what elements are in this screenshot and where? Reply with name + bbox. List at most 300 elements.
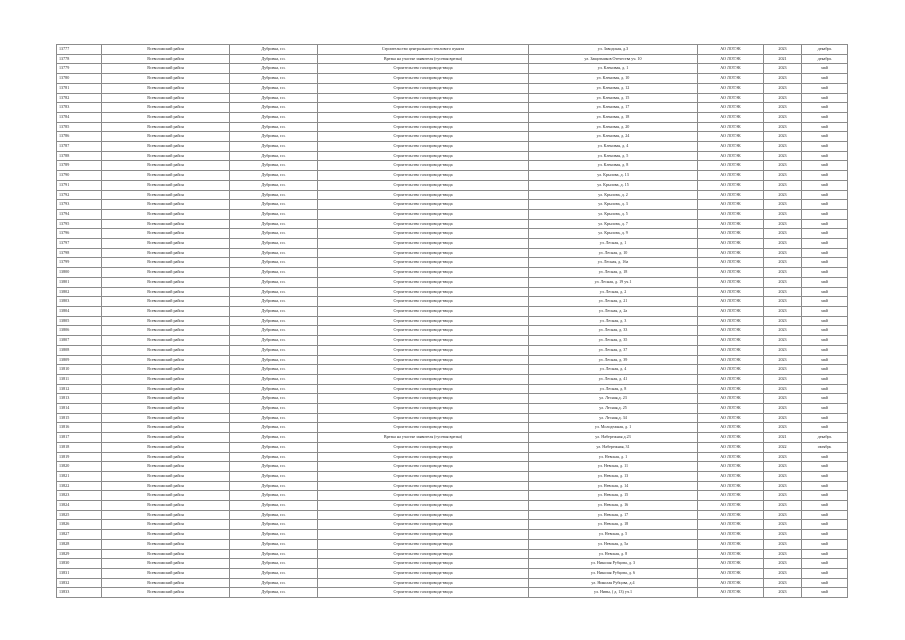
table-row	[57, 277, 848, 287]
cell-address: ул. Николая Рубцова, д. 3	[529, 559, 698, 569]
cell-work-type: Строительство газопровода-ввода	[318, 122, 529, 132]
table-row	[57, 180, 848, 190]
table-row	[57, 559, 848, 569]
cell-district: Всеволожский район	[102, 588, 230, 598]
cell-work-type: Строительство газопровода-ввода	[318, 200, 529, 210]
cell-id: 13792	[57, 190, 102, 200]
cell-id: 13784	[57, 112, 102, 122]
cell-address: ул. Лесная, д. 1	[529, 239, 698, 249]
cell-address: ул. Лесная,д. 25	[529, 404, 698, 414]
table-row	[57, 510, 848, 520]
cell-address: ул. Лесная, д. 33	[529, 326, 698, 336]
cell-address: ул. Лесная, д. 3	[529, 316, 698, 326]
cell-work-type: Строительство газопровода-ввода	[318, 190, 529, 200]
cell-month: май	[802, 132, 848, 142]
cell-organization: АО ЛОТЭК	[698, 132, 764, 142]
table-row	[57, 122, 848, 132]
cell-month: май	[802, 142, 848, 152]
cell-year: 2023	[764, 132, 802, 142]
cell-address: ул. Кленовая, д. 5	[529, 151, 698, 161]
schedule-table	[56, 44, 848, 598]
cell-work-type: Строительство газопровода-ввода	[318, 161, 529, 171]
cell-id: 13793	[57, 200, 102, 210]
cell-locality: Дубровка, г.п.	[230, 365, 318, 375]
cell-address: ул. Николая Рубцова, д. 6	[529, 568, 698, 578]
table-row	[57, 384, 848, 394]
cell-organization: АО ЛОТЭК	[698, 365, 764, 375]
cell-locality: Дубровка, г.п.	[230, 248, 318, 258]
cell-address: ул. Набережная, 31	[529, 442, 698, 452]
cell-locality: Дубровка, г.п.	[230, 132, 318, 142]
cell-work-type: Строительство газопровода-ввода	[318, 530, 529, 540]
cell-month: май	[802, 549, 848, 559]
cell-district: Всеволожский район	[102, 112, 230, 122]
cell-organization: АО ЛОТЭК	[698, 142, 764, 152]
cell-id: 13828	[57, 539, 102, 549]
cell-year: 2023	[764, 423, 802, 433]
cell-month: май	[802, 520, 848, 530]
cell-work-type: Строительство газопровода-ввода	[318, 442, 529, 452]
cell-year: 2023	[764, 306, 802, 316]
cell-district: Всеволожский район	[102, 248, 230, 258]
table-row	[57, 190, 848, 200]
table-row	[57, 394, 848, 404]
cell-address: ул. Невская, д. 5а	[529, 539, 698, 549]
cell-organization: АО ЛОТЭК	[698, 258, 764, 268]
cell-organization: АО ЛОТЭК	[698, 549, 764, 559]
cell-year: 2023	[764, 471, 802, 481]
cell-locality: Дубровка, г.п.	[230, 326, 318, 336]
cell-month: май	[802, 268, 848, 278]
cell-organization: АО ЛОТЭК	[698, 481, 764, 491]
cell-work-type: Строительство газопровода-ввода	[318, 539, 529, 549]
cell-address: ул. Молодежная, д. 1	[529, 423, 698, 433]
cell-district: Всеволожский район	[102, 229, 230, 239]
cell-address: ул. Кленовая, д. 17	[529, 103, 698, 113]
table-row	[57, 297, 848, 307]
cell-id: 13813	[57, 394, 102, 404]
cell-district: Всеволожский район	[102, 200, 230, 210]
cell-id: 13782	[57, 93, 102, 103]
cell-organization: АО ЛОТЭК	[698, 433, 764, 443]
cell-work-type: Строительство газопровода-ввода	[318, 180, 529, 190]
cell-address: ул. Лесная, д. 16а	[529, 258, 698, 268]
cell-locality: Дубровка, г.п.	[230, 588, 318, 598]
cell-year: 2023	[764, 209, 802, 219]
cell-address: ул. Защитников Отечества уч. 10	[529, 54, 698, 64]
cell-month: май	[802, 588, 848, 598]
cell-id: 13778	[57, 54, 102, 64]
table-row	[57, 45, 848, 55]
cell-id: 13832	[57, 578, 102, 588]
cell-month: май	[802, 103, 848, 113]
cell-id: 13802	[57, 287, 102, 297]
table-row	[57, 539, 848, 549]
cell-year: 2023	[764, 501, 802, 511]
cell-month: октябрь	[802, 442, 848, 452]
cell-year: 2023	[764, 510, 802, 520]
cell-year: 2023	[764, 345, 802, 355]
cell-organization: АО ЛОТЭК	[698, 336, 764, 346]
cell-organization: АО ЛОТЭК	[698, 171, 764, 181]
cell-month: май	[802, 161, 848, 171]
cell-year: 2023	[764, 239, 802, 249]
cell-address: ул. Невская, д. 13	[529, 471, 698, 481]
cell-year: 2023	[764, 258, 802, 268]
cell-locality: Дубровка, г.п.	[230, 306, 318, 316]
cell-year: 2023	[764, 219, 802, 229]
cell-work-type: Строительство газопровода-ввода	[318, 93, 529, 103]
cell-id: 13824	[57, 501, 102, 511]
cell-address: ул. Лесная,д. 34	[529, 413, 698, 423]
cell-locality: Дубровка, г.п.	[230, 452, 318, 462]
cell-locality: Дубровка, г.п.	[230, 142, 318, 152]
cell-id: 13814	[57, 404, 102, 414]
cell-district: Всеволожский район	[102, 549, 230, 559]
cell-id: 13821	[57, 471, 102, 481]
cell-month: май	[802, 306, 848, 316]
cell-month: май	[802, 394, 848, 404]
table-row	[57, 568, 848, 578]
cell-district: Всеволожский район	[102, 539, 230, 549]
table-body	[57, 45, 848, 598]
cell-organization: АО ЛОТЭК	[698, 83, 764, 93]
cell-year: 2023	[764, 355, 802, 365]
cell-locality: Дубровка, г.п.	[230, 229, 318, 239]
cell-address: ул. Николая Рубцова, д.4	[529, 578, 698, 588]
cell-address: ул. Кленовая, д. 15	[529, 93, 698, 103]
cell-locality: Дубровка, г.п.	[230, 578, 318, 588]
cell-address: ул. Невская, д. 15	[529, 491, 698, 501]
cell-locality: Дубровка, г.п.	[230, 45, 318, 55]
table-row	[57, 442, 848, 452]
cell-work-type: Строительство газопровода-ввода	[318, 520, 529, 530]
cell-id: 13791	[57, 180, 102, 190]
cell-id: 13823	[57, 491, 102, 501]
cell-district: Всеволожский район	[102, 171, 230, 181]
cell-year: 2023	[764, 588, 802, 598]
cell-locality: Дубровка, г.п.	[230, 520, 318, 530]
cell-locality: Дубровка, г.п.	[230, 64, 318, 74]
cell-year: 2023	[764, 200, 802, 210]
cell-year: 2023	[764, 74, 802, 84]
cell-organization: АО ЛОТЭК	[698, 180, 764, 190]
cell-month: май	[802, 171, 848, 181]
cell-id: 13831	[57, 568, 102, 578]
cell-address: ул. Лесная, д. 10	[529, 248, 698, 258]
cell-year: 2023	[764, 112, 802, 122]
cell-organization: АО ЛОТЭК	[698, 394, 764, 404]
cell-address: ул. Лесная, д. 39	[529, 355, 698, 365]
cell-organization: АО ЛОТЭК	[698, 306, 764, 316]
cell-organization: АО ЛОТЭК	[698, 45, 764, 55]
cell-month: май	[802, 74, 848, 84]
cell-organization: АО ЛОТЭК	[698, 103, 764, 113]
cell-district: Всеволожский район	[102, 326, 230, 336]
cell-month: май	[802, 578, 848, 588]
cell-locality: Дубровка, г.п.	[230, 442, 318, 452]
cell-work-type: Строительство газопровода-ввода	[318, 287, 529, 297]
cell-address: ул. Лесная, д. 2а	[529, 306, 698, 316]
cell-id: 13819	[57, 452, 102, 462]
cell-work-type: Строительство газопровода-ввода	[318, 239, 529, 249]
table-row	[57, 374, 848, 384]
table-row	[57, 64, 848, 74]
table-row	[57, 588, 848, 598]
cell-work-type: Строительство газопровода-ввода	[318, 297, 529, 307]
cell-work-type: Строительство газопровода-ввода	[318, 588, 529, 598]
cell-month: май	[802, 365, 848, 375]
cell-address: ул. Лесная, д. 35	[529, 336, 698, 346]
cell-id: 13830	[57, 559, 102, 569]
cell-organization: АО ЛОТЭК	[698, 384, 764, 394]
table-row	[57, 132, 848, 142]
cell-district: Всеволожский район	[102, 180, 230, 190]
cell-id: 13829	[57, 549, 102, 559]
cell-address: ул. Крылова, д. 7	[529, 219, 698, 229]
cell-organization: АО ЛОТЭК	[698, 229, 764, 239]
cell-month: май	[802, 423, 848, 433]
cell-district: Всеволожский район	[102, 578, 230, 588]
cell-month: май	[802, 530, 848, 540]
cell-year: 2023	[764, 316, 802, 326]
cell-year: 2021	[764, 54, 802, 64]
cell-organization: АО ЛОТЭК	[698, 268, 764, 278]
cell-address: ул. Крылова, д. 5	[529, 209, 698, 219]
cell-locality: Дубровка, г.п.	[230, 345, 318, 355]
cell-organization: АО ЛОТЭК	[698, 374, 764, 384]
cell-id: 13786	[57, 132, 102, 142]
cell-month: май	[802, 539, 848, 549]
cell-locality: Дубровка, г.п.	[230, 384, 318, 394]
cell-month: май	[802, 462, 848, 472]
cell-locality: Дубровка, г.п.	[230, 122, 318, 132]
cell-month: май	[802, 248, 848, 258]
cell-year: 2023	[764, 326, 802, 336]
cell-work-type: Строительство газопровода-ввода	[318, 568, 529, 578]
cell-organization: АО ЛОТЭК	[698, 520, 764, 530]
cell-year: 2023	[764, 93, 802, 103]
cell-district: Всеволожский район	[102, 93, 230, 103]
cell-year: 2023	[764, 365, 802, 375]
cell-district: Всеволожский район	[102, 83, 230, 93]
cell-organization: АО ЛОТЭК	[698, 200, 764, 210]
cell-address: ул. Лесная,д. 23	[529, 394, 698, 404]
cell-month: май	[802, 491, 848, 501]
table-row	[57, 103, 848, 113]
cell-year: 2023	[764, 462, 802, 472]
cell-id: 13779	[57, 64, 102, 74]
cell-month: май	[802, 345, 848, 355]
cell-month: май	[802, 316, 848, 326]
cell-district: Всеволожский район	[102, 510, 230, 520]
cell-district: Всеволожский район	[102, 423, 230, 433]
cell-id: 13807	[57, 336, 102, 346]
cell-month: декабрь	[802, 45, 848, 55]
cell-address: ул. Крылова, д. 9	[529, 229, 698, 239]
table-row	[57, 549, 848, 559]
cell-organization: АО ЛОТЭК	[698, 277, 764, 287]
cell-organization: АО ЛОТЭК	[698, 316, 764, 326]
cell-work-type: Строительство газопровода-ввода	[318, 394, 529, 404]
cell-locality: Дубровка, г.п.	[230, 559, 318, 569]
cell-work-type: Строительство газопровода-ввода	[318, 384, 529, 394]
cell-district: Всеволожский район	[102, 481, 230, 491]
cell-id: 13783	[57, 103, 102, 113]
cell-work-type: Строительство газопровода-ввода	[318, 151, 529, 161]
cell-year: 2023	[764, 578, 802, 588]
cell-district: Всеволожский район	[102, 462, 230, 472]
cell-month: май	[802, 384, 848, 394]
cell-address: ул. Лесная, д. 21	[529, 297, 698, 307]
cell-organization: АО ЛОТЭК	[698, 151, 764, 161]
cell-work-type: Строительство газопровода-ввода	[318, 277, 529, 287]
cell-address: ул. Невская, д. 16	[529, 501, 698, 511]
cell-id: 13797	[57, 239, 102, 249]
cell-district: Всеволожский район	[102, 530, 230, 540]
cell-locality: Дубровка, г.п.	[230, 433, 318, 443]
cell-month: май	[802, 404, 848, 414]
cell-work-type: Строительство газопровода-ввода	[318, 481, 529, 491]
cell-district: Всеволожский район	[102, 132, 230, 142]
cell-id: 13805	[57, 316, 102, 326]
cell-locality: Дубровка, г.п.	[230, 190, 318, 200]
cell-address: ул. Кленовая, д. 12	[529, 83, 698, 93]
cell-address: ул. Лесная, д. 19 уч.1	[529, 277, 698, 287]
cell-district: Всеволожский район	[102, 268, 230, 278]
cell-month: май	[802, 501, 848, 511]
cell-year: 2023	[764, 229, 802, 239]
cell-organization: АО ЛОТЭК	[698, 326, 764, 336]
cell-month: май	[802, 209, 848, 219]
cell-locality: Дубровка, г.п.	[230, 54, 318, 64]
cell-locality: Дубровка, г.п.	[230, 481, 318, 491]
cell-address: ул. Кленовая, д. 8	[529, 161, 698, 171]
cell-id: 13818	[57, 442, 102, 452]
cell-district: Всеволожский район	[102, 501, 230, 511]
cell-locality: Дубровка, г.п.	[230, 471, 318, 481]
cell-district: Всеволожский район	[102, 122, 230, 132]
cell-work-type: Строительство газопровода-ввода	[318, 404, 529, 414]
cell-id: 13785	[57, 122, 102, 132]
cell-work-type: Строительство газопровода-ввода	[318, 510, 529, 520]
document-page	[56, 44, 847, 598]
table-row	[57, 423, 848, 433]
cell-locality: Дубровка, г.п.	[230, 423, 318, 433]
cell-work-type: Строительство газопровода-ввода	[318, 365, 529, 375]
cell-locality: Дубровка, г.п.	[230, 316, 318, 326]
cell-organization: АО ЛОТЭК	[698, 530, 764, 540]
cell-year: 2023	[764, 287, 802, 297]
cell-id: 13815	[57, 413, 102, 423]
cell-district: Всеволожский район	[102, 54, 230, 64]
cell-id: 13822	[57, 481, 102, 491]
cell-district: Всеволожский район	[102, 277, 230, 287]
cell-district: Всеволожский район	[102, 287, 230, 297]
cell-address: ул. Нивы, ( д. 13) уч.1	[529, 588, 698, 598]
cell-id: 13816	[57, 423, 102, 433]
cell-month: май	[802, 374, 848, 384]
cell-work-type: Строительство газопровода-ввода	[318, 336, 529, 346]
cell-address: ул. Лесная, д. 2	[529, 287, 698, 297]
cell-year: 2023	[764, 539, 802, 549]
cell-locality: Дубровка, г.п.	[230, 510, 318, 520]
cell-locality: Дубровка, г.п.	[230, 277, 318, 287]
cell-locality: Дубровка, г.п.	[230, 413, 318, 423]
cell-address: ул. Невская, д. 5	[529, 530, 698, 540]
cell-locality: Дубровка, г.п.	[230, 200, 318, 210]
cell-work-type: Врезка на участке заявителя (гусевая врезка)	[318, 54, 529, 64]
cell-locality: Дубровка, г.п.	[230, 491, 318, 501]
table-row	[57, 452, 848, 462]
cell-organization: АО ЛОТЭК	[698, 588, 764, 598]
cell-address: ул. Набережная д.23	[529, 433, 698, 443]
cell-district: Всеволожский район	[102, 568, 230, 578]
cell-month: май	[802, 452, 848, 462]
cell-district: Всеволожский район	[102, 520, 230, 530]
cell-year: 2023	[764, 151, 802, 161]
cell-id: 13826	[57, 520, 102, 530]
cell-year: 2023	[764, 452, 802, 462]
cell-district: Всеволожский район	[102, 404, 230, 414]
cell-work-type: Строительство газопровода-ввода	[318, 248, 529, 258]
cell-work-type: Строительство газопровода-ввода	[318, 171, 529, 181]
cell-month: май	[802, 151, 848, 161]
cell-district: Всеволожский район	[102, 209, 230, 219]
cell-year: 2021	[764, 433, 802, 443]
cell-work-type: Строительство центрального теплового пункта	[318, 45, 529, 55]
cell-year: 2023	[764, 171, 802, 181]
cell-organization: АО ЛОТЭК	[698, 54, 764, 64]
table-row	[57, 365, 848, 375]
cell-id: 13787	[57, 142, 102, 152]
cell-id: 13781	[57, 83, 102, 93]
cell-locality: Дубровка, г.п.	[230, 93, 318, 103]
cell-year: 2023	[764, 336, 802, 346]
cell-locality: Дубровка, г.п.	[230, 404, 318, 414]
cell-address: ул. Лесная, д. 37	[529, 345, 698, 355]
cell-month: май	[802, 471, 848, 481]
cell-district: Всеволожский район	[102, 442, 230, 452]
cell-work-type: Строительство газопровода-ввода	[318, 258, 529, 268]
cell-organization: АО ЛОТЭК	[698, 423, 764, 433]
cell-work-type: Строительство газопровода-ввода	[318, 501, 529, 511]
cell-month: май	[802, 200, 848, 210]
cell-id: 13798	[57, 248, 102, 258]
cell-organization: АО ЛОТЭК	[698, 471, 764, 481]
cell-address: ул. Лесная, д. 4	[529, 365, 698, 375]
cell-id: 13790	[57, 171, 102, 181]
cell-work-type: Строительство газопровода-ввода	[318, 549, 529, 559]
cell-district: Всеволожский район	[102, 413, 230, 423]
cell-organization: АО ЛОТЭК	[698, 219, 764, 229]
table-row	[57, 336, 848, 346]
cell-district: Всеволожский район	[102, 74, 230, 84]
cell-year: 2023	[764, 103, 802, 113]
cell-organization: АО ЛОТЭК	[698, 93, 764, 103]
cell-year: 2023	[764, 268, 802, 278]
table-row	[57, 248, 848, 258]
cell-district: Всеволожский район	[102, 103, 230, 113]
cell-work-type: Строительство газопровода-ввода	[318, 316, 529, 326]
cell-month: май	[802, 219, 848, 229]
table-row	[57, 413, 848, 423]
table-row	[57, 355, 848, 365]
cell-year: 2023	[764, 481, 802, 491]
cell-locality: Дубровка, г.п.	[230, 112, 318, 122]
cell-month: май	[802, 277, 848, 287]
cell-work-type: Строительство газопровода-ввода	[318, 374, 529, 384]
